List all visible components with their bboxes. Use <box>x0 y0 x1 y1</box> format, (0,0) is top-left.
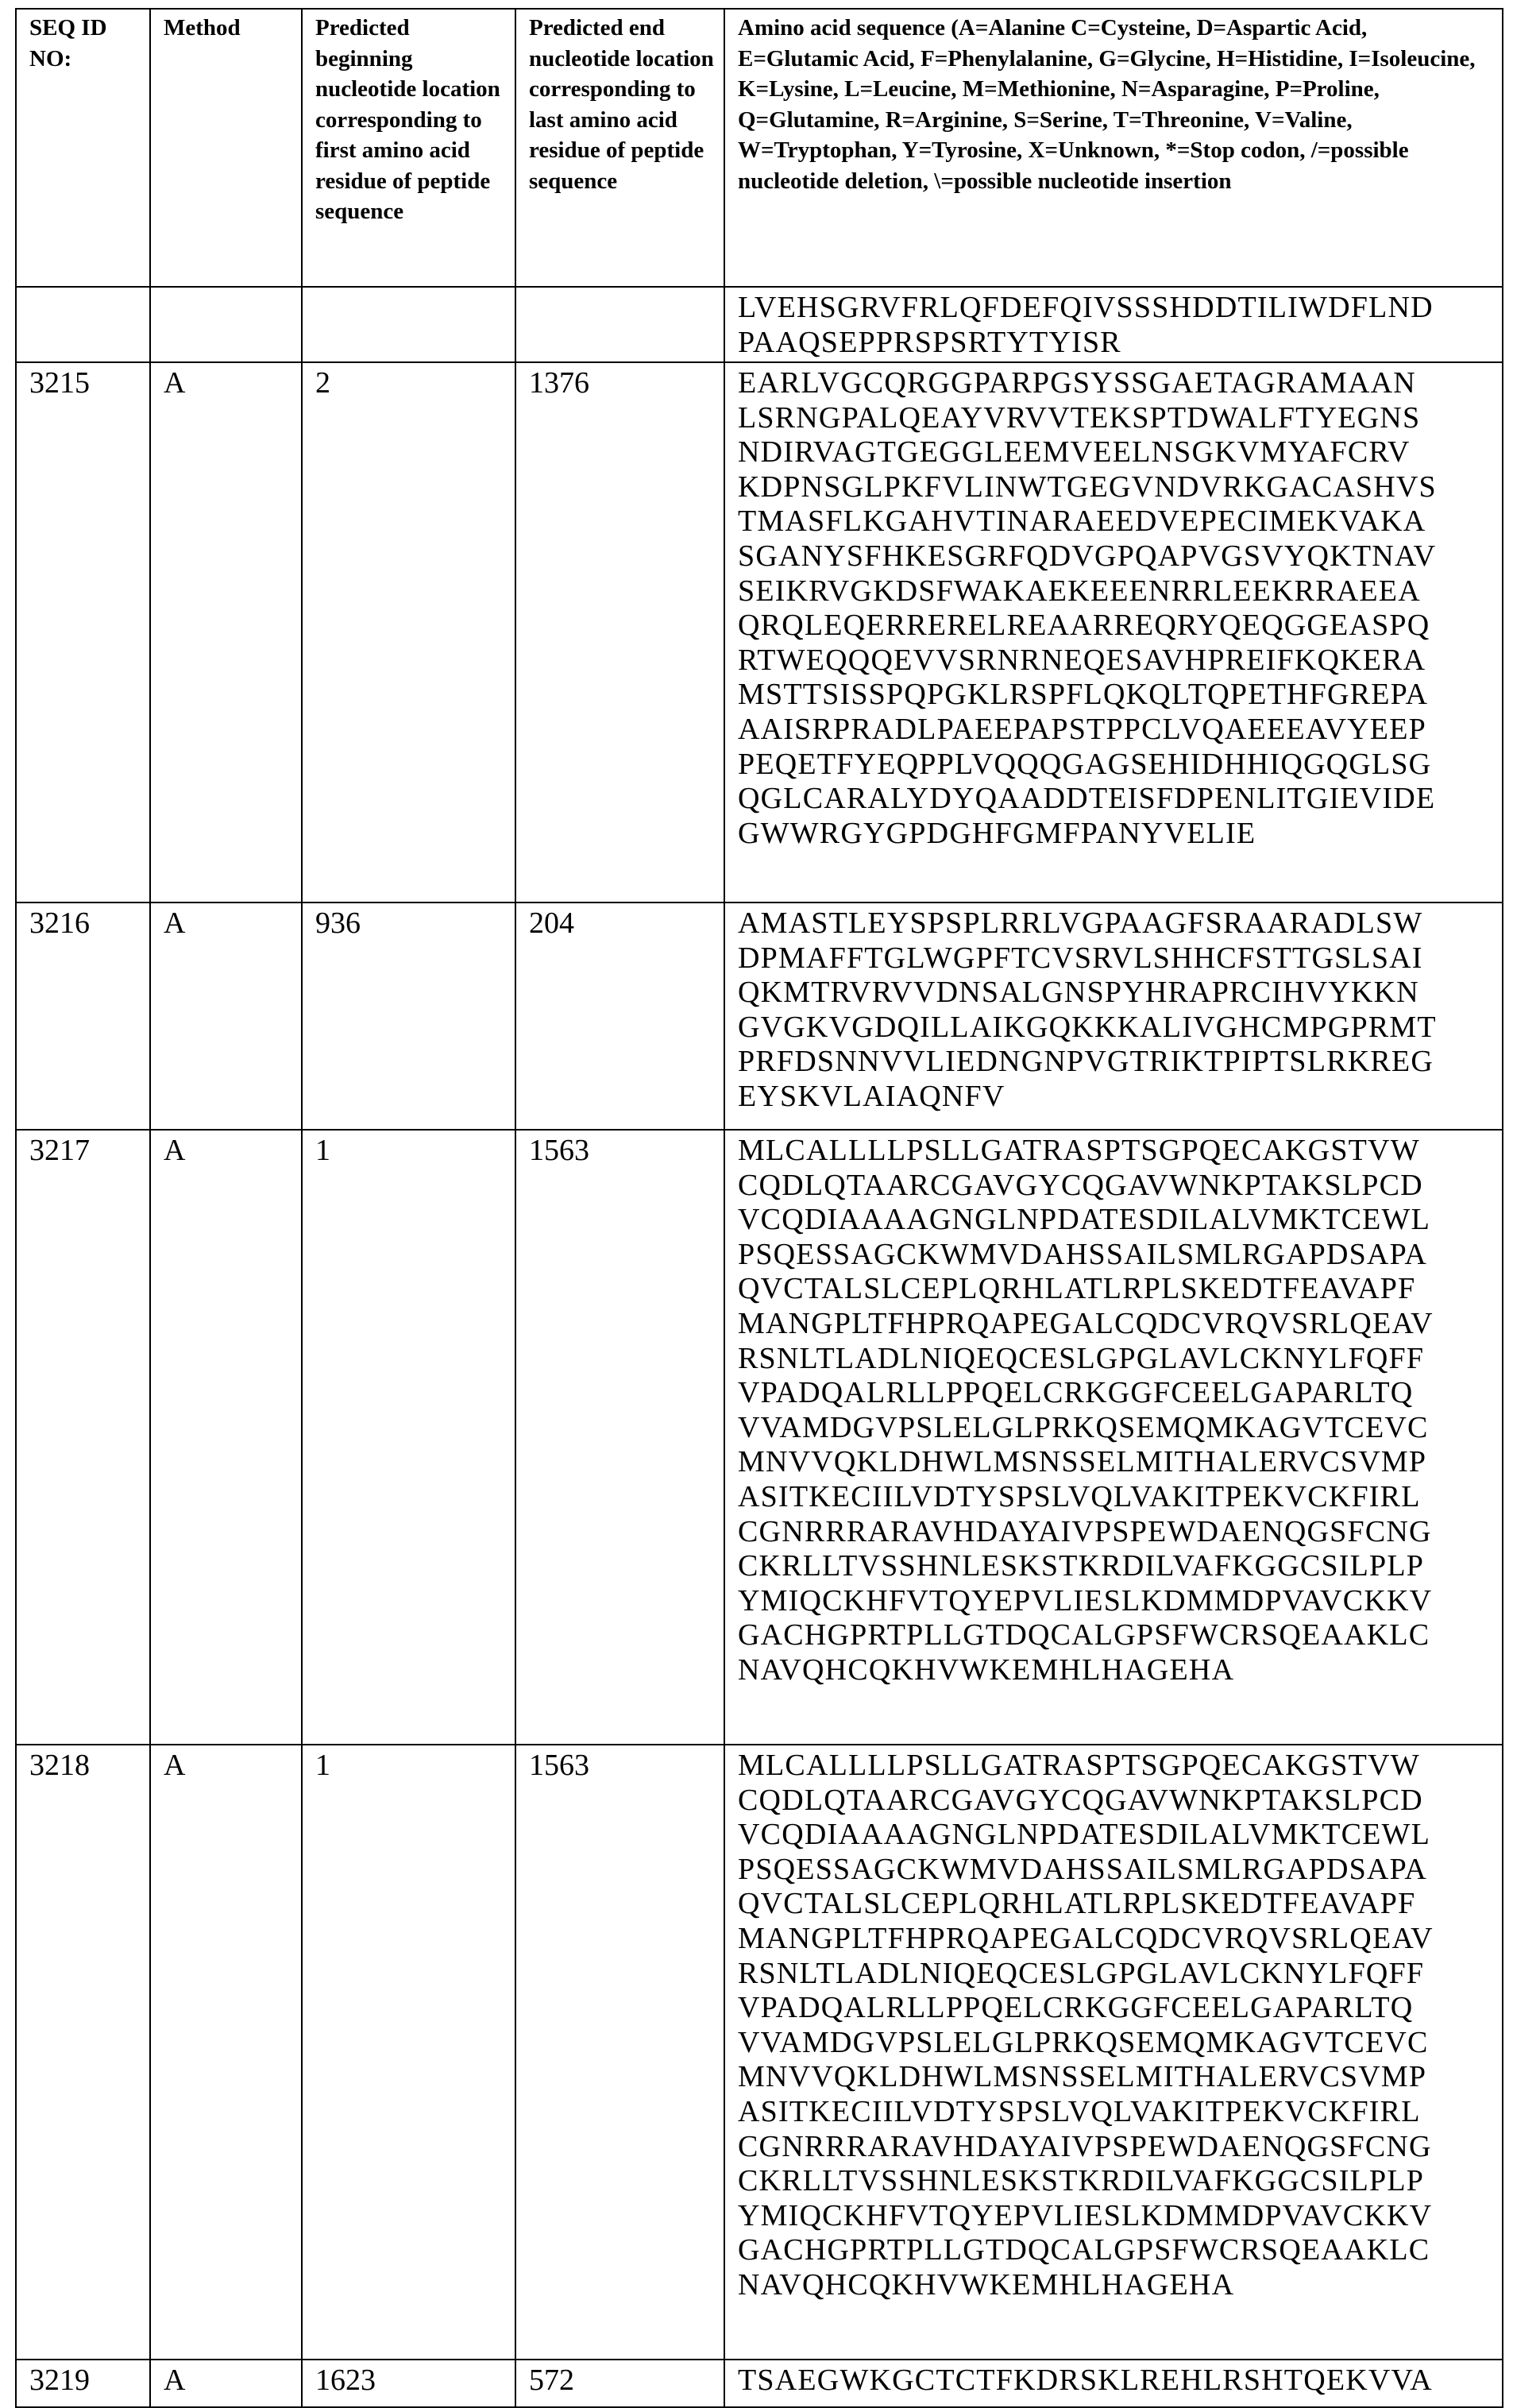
end-location-cell: 1563 <box>515 1745 724 2360</box>
sequence-line: CQDLQTAARCGAVGYCQGAVWNKPTAKSLPCD <box>738 1784 1492 1819</box>
sequence-line: MLCALLLLPSLLGATRASPTSGPQECAKGSTVW <box>738 1134 1492 1169</box>
sequence-line: QRQLEQERRERELREAARREQRYQEQGGEASPQ <box>738 609 1492 644</box>
sequence-line: MANGPLTFHPRQAPEGALCQDCVRQVSRLQEAV <box>738 1922 1492 1957</box>
sequence-line: ASITKECIILVDTYSPSLVQLVAKITPEKVCKFIRL <box>738 1480 1492 1515</box>
table-row <box>16 2360 1503 2407</box>
begin-location-cell: 1 <box>302 1745 515 2360</box>
method-cell: A <box>150 1130 302 1745</box>
sequence-table <box>15 8 1503 2408</box>
method-cell: A <box>150 1745 302 2360</box>
sequence-line: VPADQALRLLPPQELCRKGGFCEELGAPARLTQ <box>738 1376 1492 1411</box>
sequence-line: AMASTLEYSPSPLRRLVGPAAGFSRAARADLSW <box>738 906 1492 941</box>
sequence-line: SGANYSFHKESGRFQDVGPQAPVGSVYQKTNAV <box>738 539 1492 574</box>
sequence-line: RTWEQQQEVVSRNRNEQESAVHPREIFKQKERA <box>738 644 1492 678</box>
sequence-line: VVAMDGVPSLELGLPRKQSEMQMKAGVTCEVC <box>738 2026 1492 2061</box>
sequence-line: YMIQCKHFVTQYEPVLIESLKDMMDPVAVCKKV <box>738 1584 1492 1619</box>
sequence-line: LSRNGPALQEAYVRVVTEKSPTDWALFTYEGNS <box>738 401 1492 436</box>
sequence-line: MSTTSISSPQPGKLRSPFLQKQLTQPETHFGREPA <box>738 678 1492 713</box>
sequence-line: VVAMDGVPSLELGLPRKQSEMQMKAGVTCEVC <box>738 1411 1492 1446</box>
seq-id-cell: 3218 <box>16 1745 150 2360</box>
sequence-line: GACHGPRTPLLGTDQCALGPSFWCRSQEAAKLC <box>738 2233 1492 2268</box>
sequence-line: TSAEGWKGCTCTFKDRSKLREHLRSHTQEKVVA <box>738 2364 1492 2398</box>
sequence-line: QVCTALSLCEPLQRHLATLRPLSKEDTFEAVAPF <box>738 1887 1492 1922</box>
sequence-cell <box>724 2360 1503 2407</box>
sequence-line: LVEHSGRVFRLQFDEFQIVSSSHDDTILIWDFLND <box>738 291 1492 326</box>
end-location-cell: 204 <box>515 903 724 1130</box>
sequence-line: PRFDSNNVVLIEDNGNPVGTRIKTPIPTSLRKREG <box>738 1045 1492 1080</box>
sequence-line: GACHGPRTPLLGTDQCALGPSFWCRSQEAAKLC <box>738 1618 1492 1653</box>
header-amino-acid-sequence: Amino acid sequence (A=Alanine C=Cysteine, D=Aspartic Acid, E=Glutamic Acid, F=Phenylalanine, G=Glycine, H=Histidine, I=Isoleucine, K=Lysine, L=Leucine, M=Methionine, N=Asparagine, P=Proline, Q=Glutamine, R=Arginine, S=Serine, T=Threonine, V=Valine, W=Tryptophan, Y=Tyrosine, X=Unknown, *=Stop codon, /=possible nucleotide deletion, \=possible nucleotide insertion <box>724 9 1503 287</box>
sequence-line: VCQDIAAAAGNGLNPDATESDILALVMKTCEWL <box>738 1818 1492 1853</box>
sequence-line: DPMAFFTGLWGPFTCVSRVLSHHCFSTTGSLSAI <box>738 941 1492 976</box>
header-end-location: Predicted end nucleotide location corresponding to last amino acid residue of peptide sequence <box>515 9 724 287</box>
sequence-line: MNVVQKLDHWLMSNSSELMITHALERVCSVMP <box>738 2060 1492 2095</box>
sequence-line: KDPNSGLPKFVLINWTGEGVNDVRKGACASHVS <box>738 470 1492 505</box>
sequence-line: CGNRRRARAVHDAYAIVPSPEWDAENQGSFCNG <box>738 1515 1492 1550</box>
method-cell: A <box>150 903 302 1130</box>
sequence-line: EARLVGCQRGGPARPGSYSSGAETAGRAMAAN <box>738 366 1492 401</box>
table-row <box>16 287 1503 362</box>
end-location-cell <box>515 287 724 362</box>
begin-location-cell: 936 <box>302 903 515 1130</box>
sequence-cell <box>724 1130 1503 1745</box>
sequence-line: NDIRVAGTGEGGLEEMVEELNSGKVMYAFCRV <box>738 435 1492 470</box>
seq-id-cell: 3215 <box>16 362 150 903</box>
sequence-line: NAVQHCQKHVWKEMHLHAGEHA <box>738 2268 1492 2303</box>
sequence-line: GWWRGYGPDGHFGMFPANYVELIE <box>738 817 1492 852</box>
table-row <box>16 1745 1503 2360</box>
sequence-line: CGNRRRARAVHDAYAIVPSPEWDAENQGSFCNG <box>738 2130 1492 2165</box>
sequence-line: PSQESSAGCKWMVDAHSSAILSMLRGAPDSAPA <box>738 1853 1492 1888</box>
sequence-line: VPADQALRLLPPQELCRKGGFCEELGAPARLTQ <box>738 1991 1492 2026</box>
sequence-line: NAVQHCQKHVWKEMHLHAGEHA <box>738 1653 1492 1688</box>
sequence-line: RSNLTLADLNIQEQCESLGPGLAVLCKNYLFQFF <box>738 1957 1492 1992</box>
sequence-line: ASITKECIILVDTYSPSLVQLVAKITPEKVCKFIRL <box>738 2095 1492 2130</box>
header-method: Method <box>150 9 302 287</box>
sequence-line: QVCTALSLCEPLQRHLATLRPLSKEDTFEAVAPF <box>738 1272 1492 1307</box>
seq-id-cell: 3216 <box>16 903 150 1130</box>
sequence-line: CQDLQTAARCGAVGYCQGAVWNKPTAKSLPCD <box>738 1169 1492 1204</box>
seq-id-cell: 3219 <box>16 2360 150 2407</box>
begin-location-cell <box>302 287 515 362</box>
begin-location-cell: 2 <box>302 362 515 903</box>
sequence-line: PEQETFYEQPPLVQQQGAGSEHIDHHIQGQGLSG <box>738 748 1492 783</box>
end-location-cell: 1563 <box>515 1130 724 1745</box>
sequence-line: VCQDIAAAAGNGLNPDATESDILALVMKTCEWL <box>738 1203 1492 1238</box>
header-row <box>16 9 1503 287</box>
sequence-line: CKRLLTVSSHNLESKSTKRDILVAFKGGCSILPLP <box>738 1549 1492 1584</box>
end-location-cell: 572 <box>515 2360 724 2407</box>
table-row <box>16 1130 1503 1745</box>
begin-location-cell: 1623 <box>302 2360 515 2407</box>
sequence-line: RSNLTLADLNIQEQCESLGPGLAVLCKNYLFQFF <box>738 1342 1492 1377</box>
sequence-cell <box>724 362 1503 903</box>
sequence-line: QGLCARALYDYQAADDTEISFDPENLITGIEVIDE <box>738 782 1492 817</box>
seq-id-cell: 3217 <box>16 1130 150 1745</box>
header-begin-location: Predicted beginning nucleotide location corresponding to first amino acid residue of peptide sequence <box>302 9 515 287</box>
sequence-cell <box>724 287 1503 362</box>
sequence-line: CKRLLTVSSHNLESKSTKRDILVAFKGGCSILPLP <box>738 2164 1492 2199</box>
sequence-cell <box>724 903 1503 1130</box>
sequence-line: MANGPLTFHPRQAPEGALCQDCVRQVSRLQEAV <box>738 1307 1492 1342</box>
begin-location-cell: 1 <box>302 1130 515 1745</box>
sequence-line: PAAQSEPPRSPSRTYTYISR <box>738 326 1492 361</box>
table-row <box>16 903 1503 1130</box>
sequence-cell <box>724 1745 1503 2360</box>
header-seq-id: SEQ ID NO: <box>16 9 150 287</box>
sequence-line: EYSKVLAIAQNFV <box>738 1080 1492 1115</box>
table-body <box>16 287 1503 2407</box>
method-cell: A <box>150 362 302 903</box>
sequence-line: QKMTRVRVVDNSALGNSPYHRAPRCIHVYKKN <box>738 976 1492 1011</box>
method-cell <box>150 287 302 362</box>
sequence-line: GVGKVGDQILLAIKGQKKKALIVGHCMPGPRMT <box>738 1011 1492 1046</box>
sequence-line: SEIKRVGKDSFWAKAEKEEENRRLEEKRRAEEA <box>738 574 1492 609</box>
sequence-line: AAISRPRADLPAEEPAPSTPPCLVQAEEEAVYEEP <box>738 713 1492 748</box>
end-location-cell: 1376 <box>515 362 724 903</box>
sequence-line: YMIQCKHFVTQYEPVLIESLKDMMDPVAVCKKV <box>738 2199 1492 2234</box>
table-row <box>16 362 1503 903</box>
method-cell: A <box>150 2360 302 2407</box>
sequence-line: TMASFLKGAHVTINARAEEDVEPECIMEKVAKA <box>738 504 1492 539</box>
sequence-line: MNVVQKLDHWLMSNSSELMITHALERVCSVMP <box>738 1445 1492 1480</box>
seq-id-cell <box>16 287 150 362</box>
sequence-line: MLCALLLLPSLLGATRASPTSGPQECAKGSTVW <box>738 1749 1492 1784</box>
sequence-line: PSQESSAGCKWMVDAHSSAILSMLRGAPDSAPA <box>738 1238 1492 1273</box>
